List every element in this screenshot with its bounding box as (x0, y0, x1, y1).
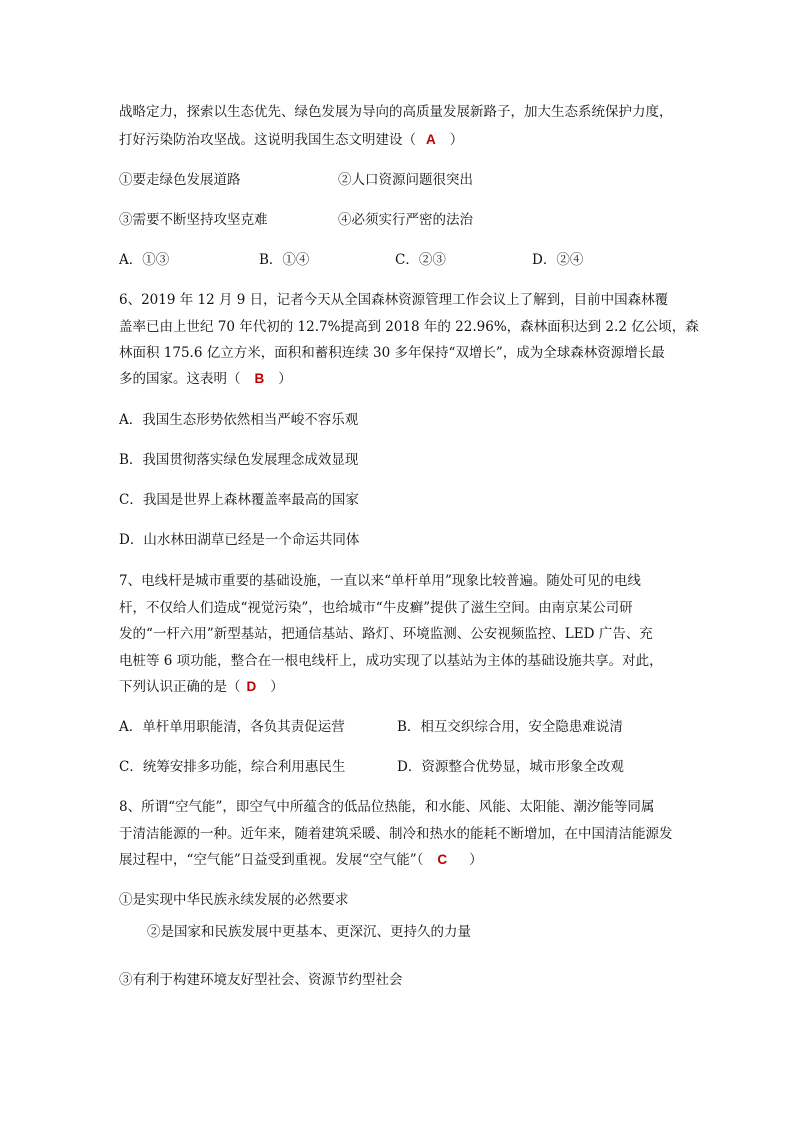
q7-stem-line-2: 杆，不仅给人们造成“视觉污染”，也给城市“牛皮癣”提供了滋生空间。由南京某公司研 (119, 600, 633, 616)
q7-option-b: B．相互交织综合用，安全隐患难说清 (397, 719, 623, 735)
q8-stem-line-2: 于清洁能源的一种。近年来，随着建筑采暖、制冷和热水的能耗不断增加，在中国清洁能源发 (119, 826, 673, 842)
q5-item-2: ②人口资源问题很突出 (338, 172, 473, 188)
q5-option-b: B．①④ (259, 252, 310, 268)
q6-option-a: A．我国生态形势依然相当严峻不容乐观 (119, 412, 359, 428)
q7-option-a: A．单杆单用职能清，各负其责促运营 (119, 719, 345, 735)
q7-option-d: D．资源整合优势显，城市形象全改观 (397, 759, 624, 775)
q7-options-row-1 (119, 718, 679, 736)
q8-stem-text: 展过程中，“空气能”日益受到重视。发展“空气能”（ (119, 852, 424, 868)
q6-stem-text: 多的国家。这表明（ (119, 371, 241, 387)
q7-stem-close: ） (270, 679, 284, 695)
q8-stem-close: ） (469, 852, 483, 868)
q7-answer: D (246, 679, 257, 694)
q6-option-b: B．我国贯彻落实绿色发展理念成效显现 (119, 452, 359, 468)
q6-stem-line-2: 盖率已由上世纪 70 年代初的 12.7%提高到 2018 年的 22.96%，森林面积达到 2.2 亿公顷，森 (119, 319, 699, 335)
q5-items-row-1 (119, 171, 679, 189)
q7-option-c: C．统筹安排多功能，综合利用惠民生 (119, 759, 346, 775)
q6-stem-line-4 (119, 370, 292, 388)
q8-stem-line-3 (119, 851, 483, 869)
q5-options (119, 251, 679, 269)
q7-stem-line-1: 7、电线杆是城市重要的基础设施，一直以来“单杆单用”现象比较普遍。随处可见的电线 (119, 573, 641, 589)
q6-stem-line-3: 林面积 175.6 亿立方米，面积和蓄积连续 30 多年保持“双增长”，成为全球森林资源增长最 (119, 345, 665, 361)
q7-stem-line-4: 电桩等 6 项功能，整合在一根电线杆上，成功实现了以基站为主体的基础设施共享。对此， (119, 653, 663, 669)
q5-stem-close: ） (449, 132, 464, 148)
q7-stem-text: 下列认识正确的是（ (119, 679, 241, 695)
q7-stem-line-5 (119, 678, 284, 696)
q6-stem-line-1: 6、2019 年 12 月 9 日，记者今天从全国森林资源管理工作会议上了解到，目前中国森林覆 (119, 292, 669, 308)
q8-item-2: ②是国家和民族发展中更基本、更深沉、更持久的力量 (147, 924, 471, 940)
q5-option-c: C．②③ (395, 252, 446, 268)
q7-stem-line-3: 发的“一杆六用”新型基站，把通信基站、路灯、环境监测、公安视频监控、LED 广告、充 (119, 626, 653, 642)
q5-items-row-2 (119, 211, 679, 229)
q5-stem-text: 打好污染防治攻坚战。这说明我国生态文明建设（ (119, 132, 416, 148)
q5-option-a: A．①③ (119, 252, 170, 268)
q7-options-row-2 (119, 758, 679, 776)
q8-item-3: ③有利于构建环境友好型社会、资源节约型社会 (119, 972, 403, 988)
q8-item-1: ①是实现中华民族永续发展的必然要求 (119, 892, 349, 908)
q6-stem-close: ） (278, 371, 292, 387)
q5-stem-line-2 (119, 131, 463, 149)
q5-stem-line-1: 战略定力，探索以生态优先、绿色发展为导向的高质量发展新路子，加大生态系统保护力度， (119, 104, 673, 120)
q5-item-3: ③需要不断坚持攻坚克难 (119, 212, 268, 228)
q5-item-4: ④必须实行严密的法治 (338, 212, 473, 228)
q5-item-1: ①要走绿色发展道路 (119, 172, 241, 188)
q8-answer: C (437, 852, 448, 867)
q5-answer: A (426, 132, 436, 147)
q6-option-c: C．我国是世界上森林覆盖率最高的国家 (119, 492, 359, 508)
q8-stem-line-1: 8、所谓“空气能”，即空气中所蕴含的低品位热能，和水能、风能、太阳能、潮汐能等同属 (119, 799, 655, 815)
q6-option-d: D．山水林田湖草已经是一个命运共同体 (119, 532, 360, 548)
q5-option-d: D．②④ (532, 252, 584, 268)
q6-answer: B (254, 371, 265, 386)
